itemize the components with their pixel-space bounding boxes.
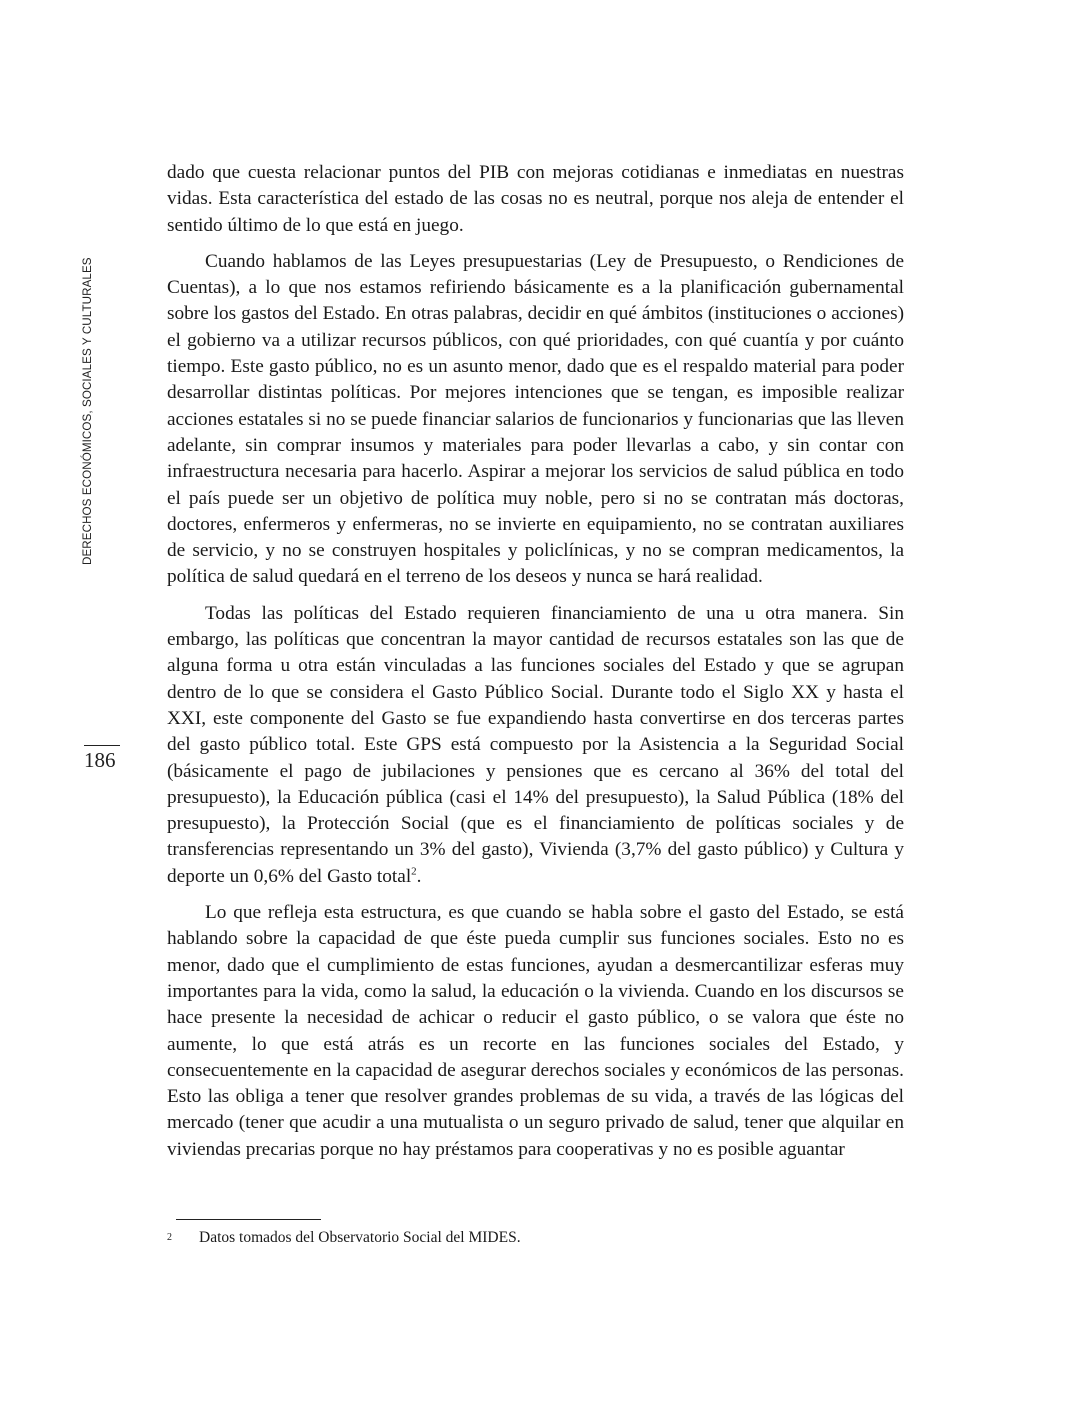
footnote-reference: 2: [411, 865, 417, 878]
paragraph-text: Todas las políticas del Estado requieren financiamiento de una u otra manera. Sin embargo, las políticas que concentran la mayor cantidad de recursos estatales son las que de alguna forma u otra están vinculadas a las funciones sociales del Estado y que se agrupan dentro de lo que se considera el Gasto Público Social. Durante todo el Siglo XX y hasta el XXI, este componente del Gasto se fue expandiendo hasta convertirse en dos terceras partes del gasto público total. Este GPS está compuesto por la Asistencia a la Seguridad Social (básicamente el pago de jubilaciones y pensiones que es cercano al 36% del total del presupuesto), la Educación pública (casi el 14% del presupuesto), la Salud Pública (18% del presupuesto), la Protección Social (que es el financiamiento de políticas sociales y de transferencias representando un 3% del gasto), Vivienda (3,7% del gasto público) y Cultura y deporte un 0,6% del Gasto total: [167, 602, 904, 887]
paragraph: Cuando hablamos de las Leyes presupuestarias (Ley de Presupuesto, o Rendiciones de Cuentas), a lo que nos estamos refiriendo básicamente es a la planificación gubernamental sobre los gastos del Estado. En otras palabras, decidir en qué ámbitos (instituciones o acciones) el gobierno va a utilizar recursos públicos, con qué prioridades, con qué cuantía y por cuánto tiempo. Este gasto público, no es un asunto menor, dado que es el respaldo material para poder desarrollar distintas políticas. Por mejores intenciones que se tengan, es imposible realizar acciones estatales si no se puede financiar salarios de funcionarios y funcionarias que las lleven adelante, sin comprar insumos y materiales para poder llevarlas a cabo, y sin contar con infraestructura necesaria para hacerlo. Aspirar a mejorar los servicios de salud pública en todo el país puede ser un objetivo de política muy noble, pero si no se contratan más doctoras, doctores, enfermeros y enfermeras, no se invierte en equipamiento, no se contratan auxiliares de servicio, y no se construyen hospitales y policlínicas, y no se compran medicamentos, la política de salud quedará en el terreno de los deseos y nunca se hará realidad.: [167, 250, 904, 588]
footnote-text: Datos tomados del Observatorio Social del MIDES.: [199, 1229, 521, 1246]
main-text: [167, 160, 904, 1173]
running-head: DERECHOS ECONÓMICOS, SOCIALES Y CULTURALES: [81, 257, 94, 565]
paragraph-with-footnote: [167, 601, 904, 890]
paragraph: Lo que refleja esta estructura, es que cuando se habla sobre el gasto del Estado, se está hablando sobre la capacidad de que éste pueda cumplir sus funciones sociales. Esto no es menor, dado que el cumplimiento de estas funciones, ayudan a desmercantilizar esferas muy importantes para la vida, como la salud, la educación o la vivienda. Cuando en los discursos se hace presente la necesidad de achicar o reducir el gasto público, o se valora que éste no aumente, lo que está atrás es un recorte en las funciones sociales del Estado, y consecuentemente en la capacidad de asegurar derechos sociales y económicos de las personas. Esto las obliga a tener que resolver grandes problemas de su vida, a través de las lógicas del mercado (tener que acudir a una mutualista o un seguro privado de salud, tener que alquilar en viviendas precarias porque no hay préstamos para cooperativas y no es posible aguantar: [167, 902, 904, 1160]
page-number: 186: [84, 748, 116, 772]
paragraph: dado que cuesta relacionar puntos del PIB con mejoras cotidianas e inmediatas en nuestras vidas. Esta característica del estado de las cosas no es neutral, porque nos aleja de entender el sentido último de lo que está en juego.: [167, 162, 904, 236]
page-number-rule: [84, 745, 120, 746]
footnote-rule: [176, 1219, 321, 1220]
footnote-mark: 2: [167, 1232, 172, 1243]
paragraph-end-punctuation: .: [416, 865, 422, 887]
footnote: [167, 1228, 904, 1248]
